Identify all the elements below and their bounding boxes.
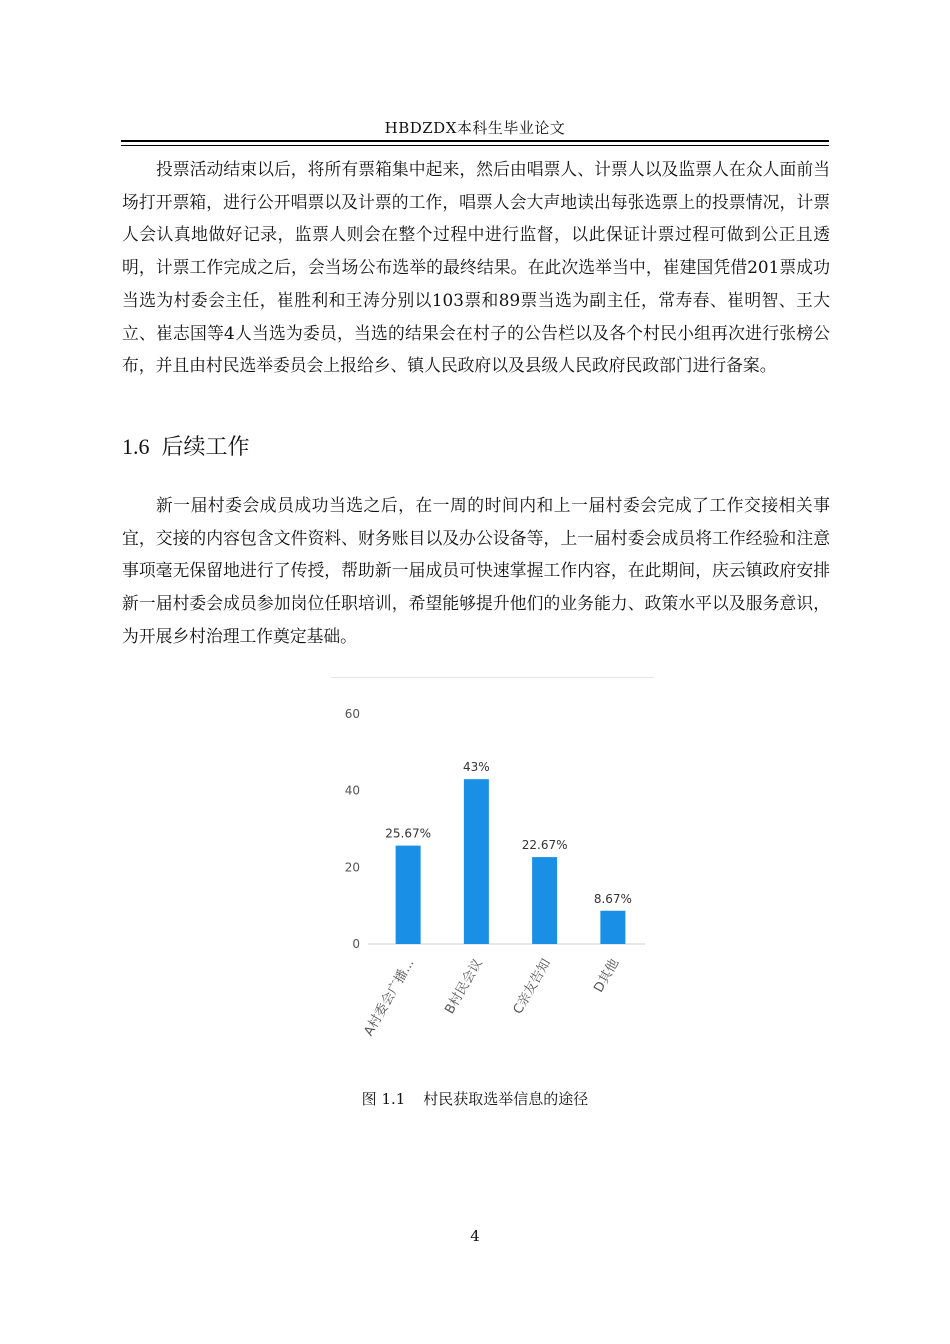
paragraph-follow-up-work: 新一届村委会成员成功当选之后，在一周的时间内和上一届村委会完成了工作交接相关事宜，交接的内容包含文件资料、财务账目以及办公设备等，上一届村委会成员将工作经验和注意事项毫无保留地进行了传授，帮助新一届成员可快速掌握工作内容，在此期间，庆云镇政府安排新一届村委会成员参加岗位任职培训，希望能够提升他们的业务能力、政策水平以及服务意识，为开展乡村治理工作奠定基础。 — [122, 495, 830, 646]
header-rule-thin — [121, 145, 829, 146]
section-heading — [122, 430, 250, 461]
bar — [532, 857, 557, 944]
data-label: 8.67% — [593, 891, 632, 906]
category-label: C亲友告知 — [510, 956, 555, 1017]
header-rule — [121, 140, 829, 142]
chart-top-rule — [331, 677, 654, 678]
figure-number: 图 1.1 — [361, 1090, 406, 1108]
category-label: A村委会广播... — [361, 956, 418, 1039]
page-number: 4 — [470, 1227, 480, 1245]
y-tick-label: 20 — [344, 860, 360, 875]
bar — [396, 846, 421, 944]
data-label: 25.67% — [385, 826, 432, 841]
bar — [600, 911, 625, 944]
figure-caption-text: 村民获取选举信息的途径 — [423, 1090, 589, 1108]
data-label: 22.67% — [521, 838, 568, 853]
category-label: D其他 — [591, 956, 623, 996]
section-number: 1.6 — [122, 434, 150, 459]
y-tick-label: 40 — [344, 783, 360, 798]
y-tick-label: 60 — [344, 707, 360, 721]
bar-chart — [300, 690, 680, 1060]
section-title: 后续工作 — [161, 435, 250, 460]
paragraph-vote-counting: 投票活动结束以后，将所有票箱集中起来，然后由唱票人、计票人以及监票人在众人面前当场打开票箱，进行公开唱票以及计票的工作，唱票人会大声地读出每张选票上的投票情况，计票人会认真地做好记录，监票人则会在整个过程中进行监督，以此保证计票过程可做到公正且透明，计票工作完成之后，会当场公布选举的最终结果。在此次选举当中，崔建国凭借201票成功当选为村委会主任，崔胜利和王涛分别以103票和89票当选为副主任，常寿春、崔明智、王大立、崔志国等4人当选为委员，当选的结果会在村子的公告栏以及各个村民小组再次进行张榜公布，并且由村民选举委员会上报给乡、镇人民政府以及县级人民政府民政部门进行备案。 — [122, 159, 830, 376]
bar — [464, 779, 489, 944]
data-label: 43% — [463, 760, 490, 775]
y-tick-label: 0 — [352, 937, 360, 951]
figure-caption — [0, 1088, 950, 1109]
running-header: HBDZDX本科生毕业论文 — [384, 119, 566, 137]
category-label: B村民会议 — [442, 956, 486, 1017]
